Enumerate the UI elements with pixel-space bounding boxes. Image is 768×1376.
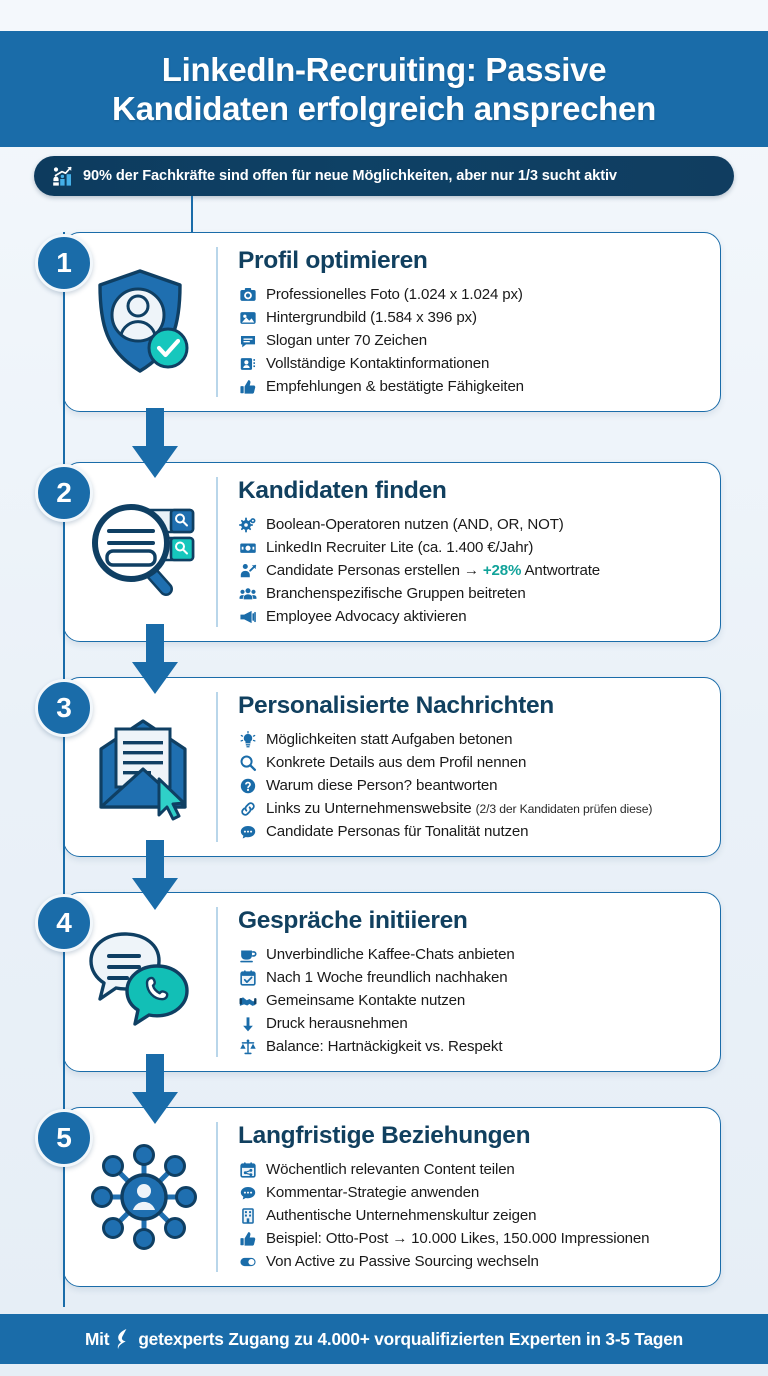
list-item-label: Professionelles Foto (1.024 x 1.024 px) — [266, 286, 523, 303]
step-number-1: 1 — [35, 234, 93, 292]
list-item-label: Boolean-Operatoren nutzen (AND, OR, NOT) — [266, 516, 564, 533]
list-item — [238, 607, 704, 627]
step-bullets — [238, 515, 704, 627]
contact-card-icon — [238, 355, 258, 373]
list-item-label: Gemeinsame Kontakte nutzen — [266, 992, 466, 1009]
page-title-line2: Kandidaten erfolgreich ansprechen — [112, 90, 656, 127]
step-bullets — [238, 945, 704, 1057]
arrow-down-icon — [128, 408, 182, 480]
arrow-down-icon — [128, 840, 182, 912]
growth-chart-people-icon — [50, 164, 74, 188]
list-item — [238, 968, 704, 988]
page-title — [112, 50, 656, 128]
list-item — [238, 561, 704, 581]
person-arrow-icon — [238, 562, 258, 580]
step-number-5: 5 — [35, 1109, 93, 1167]
list-item-label: Möglichkeiten statt Aufgaben betonen — [266, 731, 513, 748]
step-card-2[interactable] — [63, 462, 721, 642]
list-item — [238, 1206, 704, 1226]
thumbs-up-icon — [238, 1230, 258, 1248]
list-item — [238, 945, 704, 965]
list-item — [238, 308, 704, 328]
list-item-label: LinkedIn Recruiter Lite (ca. 1.400 €/Jahr) — [266, 539, 534, 556]
list-item — [238, 1014, 704, 1034]
step-title: Langfristige Beziehungen — [238, 1122, 531, 1149]
step-title: Kandidaten finden — [238, 477, 447, 504]
list-item — [238, 377, 704, 397]
list-item-label: Druck herausnehmen — [266, 1015, 408, 1032]
list-item — [238, 584, 704, 604]
image-icon — [238, 309, 258, 327]
footer-text-before: Mit — [84, 1328, 110, 1349]
list-item — [238, 822, 704, 842]
list-item-label: Konkrete Details aus dem Profil nennen — [266, 754, 527, 771]
header-banner — [0, 31, 768, 147]
footer-text-after: getexperts Zugang zu 4.000+ vorqualifizierten Experten in 3-5 Tagen — [138, 1328, 684, 1349]
list-item-label: Warum diese Person? beantworten — [266, 777, 498, 794]
gears-icon — [238, 516, 258, 534]
list-item-label: Kommentar-Strategie anwenden — [266, 1184, 480, 1201]
step-bullets — [238, 730, 704, 842]
stat-badge-text: 90% der Fachkräfte sind offen für neue Möglichkeiten, aber nur 1/3 sucht aktiv — [83, 168, 617, 184]
list-item-label: Beispiel: Otto-Post → 10.000 Likes, 150.000 Impressionen — [266, 1230, 650, 1247]
list-item-label: Balance: Hartnäckigkeit vs. Respekt — [266, 1038, 503, 1055]
lightbulb-icon — [238, 731, 258, 749]
calendar-share-icon — [238, 1161, 258, 1179]
step-title: Profil optimieren — [238, 247, 428, 274]
arrow-down-icon — [128, 624, 182, 696]
list-item — [238, 515, 704, 535]
list-item-label: Wöchentlich relevanten Content teilen — [266, 1161, 515, 1178]
toggle-icon — [238, 1253, 258, 1271]
footer-banner — [0, 1314, 768, 1364]
list-item — [238, 1160, 704, 1180]
list-item — [238, 799, 704, 819]
list-item-label: Hintergrundbild (1.584 x 396 px) — [266, 309, 477, 326]
step-bullets — [238, 285, 704, 397]
list-item-label: Von Active zu Passive Sourcing wechseln — [266, 1253, 539, 1270]
chat-dots-icon — [238, 1184, 258, 1202]
link-icon — [238, 800, 258, 818]
list-item-note: (2/3 der Kandidaten prüfen diese) — [475, 802, 653, 816]
arrow-down-icon — [128, 1054, 182, 1126]
list-item — [238, 991, 704, 1011]
list-item — [238, 776, 704, 796]
step-title: Personalisierte Nachrichten — [238, 692, 554, 719]
list-item-label: Unverbindliche Kaffee-Chats anbieten — [266, 946, 515, 963]
list-item-label: Empfehlungen & bestätigte Fähigkeiten — [266, 378, 524, 395]
list-item-label: Nach 1 Woche freundlich nachhaken — [266, 969, 508, 986]
list-item-label: Links zu Unternehmenswebsite (2/3 der Kandidaten prüfen diese) — [266, 800, 653, 817]
list-item — [238, 1252, 704, 1272]
camera-icon — [238, 286, 258, 304]
list-item — [238, 331, 704, 351]
list-item — [238, 538, 704, 558]
scales-balance-icon — [238, 1038, 258, 1056]
step-card-5[interactable] — [63, 1107, 721, 1287]
list-item — [238, 1229, 704, 1249]
step-card-3[interactable] — [63, 677, 721, 857]
step-number-4: 4 — [35, 894, 93, 952]
list-item — [238, 730, 704, 750]
list-item-label: Employee Advocacy aktivieren — [266, 608, 467, 625]
list-item-label: Vollständige Kontaktinformationen — [266, 355, 490, 372]
thumbs-up-icon — [238, 378, 258, 396]
megaphone-icon — [238, 608, 258, 626]
highlight-value: +28% — [482, 562, 522, 579]
list-item-label: Authentische Unternehmenskultur zeigen — [266, 1207, 537, 1224]
step-number-2: 2 — [35, 464, 93, 522]
chat-dots-icon — [238, 823, 258, 841]
calendar-check-icon — [238, 969, 258, 987]
arrow-down-icon — [238, 1015, 258, 1033]
list-item — [238, 753, 704, 773]
step-card-1[interactable] — [63, 232, 721, 412]
list-item-label: Candidate Personas erstellen → +28% Antwortrate — [266, 562, 601, 579]
list-item — [238, 285, 704, 305]
step-card-4[interactable] — [63, 892, 721, 1072]
building-icon — [238, 1207, 258, 1225]
list-item-label: Candidate Personas für Tonalität nutzen — [266, 823, 529, 840]
question-circle-icon — [238, 777, 258, 795]
banknote-icon — [238, 539, 258, 557]
list-item — [238, 354, 704, 374]
speech-bubble-icon — [238, 332, 258, 350]
connector-line-top — [191, 196, 193, 232]
list-item-label: Slogan unter 70 Zeichen — [266, 332, 428, 349]
magnifier-icon — [238, 754, 258, 772]
list-item-label: Branchenspezifische Gruppen beitreten — [266, 585, 526, 602]
list-item — [238, 1037, 704, 1057]
list-item — [238, 1183, 704, 1203]
getexperts-logo-icon — [115, 1328, 132, 1350]
step-title: Gespräche initiieren — [238, 907, 468, 934]
people-group-icon — [238, 585, 258, 603]
stat-badge — [34, 156, 734, 196]
handshake-icon — [238, 992, 258, 1010]
step-number-3: 3 — [35, 679, 93, 737]
page-title-line1: LinkedIn-Recruiting: Passive — [161, 51, 607, 88]
step-bullets — [238, 1160, 704, 1272]
coffee-cup-icon — [238, 946, 258, 964]
